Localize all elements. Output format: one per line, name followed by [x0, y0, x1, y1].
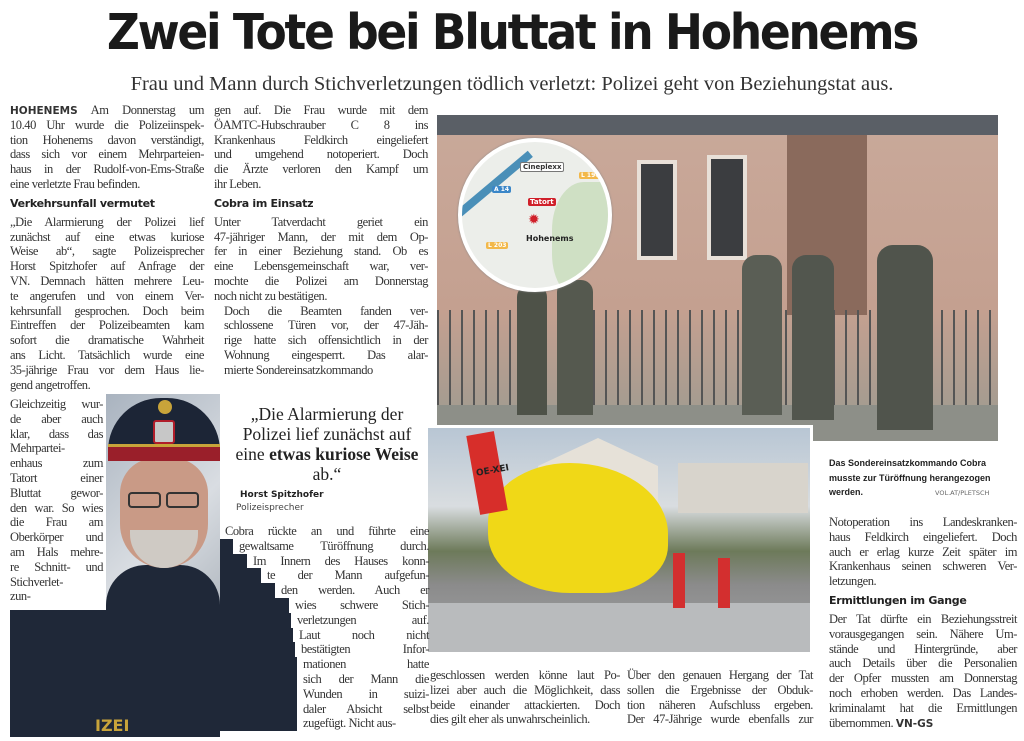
- text-line: eine verletzte Frau befinden.: [10, 176, 140, 191]
- column-5: [829, 515, 1017, 730]
- subheading: Cobra im Einsatz: [214, 196, 314, 210]
- subheading: Verkehrsunfall vermutet: [10, 196, 155, 210]
- text-line: Unter Tatverdacht geriet ein: [214, 214, 428, 229]
- uniform-text: IZEI: [95, 716, 130, 735]
- text-line: sich der Mann die: [303, 671, 429, 686]
- text-line: VN. Demnach hätten mehrere Leu-: [10, 273, 204, 288]
- paragraph: [10, 397, 103, 604]
- text-line: sofort die dramatische Wahrheit: [10, 333, 204, 348]
- text-line: ans Licht. Tatsächlich wurde eine: [10, 347, 204, 362]
- text-line: mierte Sondereinsatzkommando: [224, 362, 373, 377]
- text-line: rige hatte sich offensichtlich in der: [224, 333, 428, 348]
- text-line: Horst Spitzhofer auf Anfrage der: [10, 259, 204, 274]
- paramedic: [718, 558, 730, 608]
- text-line: Bluttat gewor-: [10, 485, 103, 500]
- text-line: haus Feldkirch eingeliefert. Doch: [829, 529, 1017, 544]
- text-line: 35-jährige Frau vor dem Haus lie-: [10, 362, 204, 377]
- text-line: Laut noch nicht: [299, 627, 429, 642]
- uniform: [106, 565, 220, 615]
- text-line: auch er erlag kurze Zeit später im: [829, 544, 1017, 559]
- text-line: haus in der Rudolf-von-Ems-Straße: [10, 162, 204, 177]
- text-line: Über den genauen Hergang der Tat: [627, 668, 813, 682]
- text-line: Weise ab“, sagte Polizeisprecher: [10, 244, 204, 259]
- text-line: zunächst auf eine etwas kuriose: [10, 229, 204, 244]
- officer: [742, 255, 782, 415]
- officer: [877, 245, 933, 430]
- text-line: HOHENEMS Am Donnerstag um: [10, 103, 204, 117]
- paragraph: [627, 668, 813, 727]
- cap-button: [158, 400, 172, 414]
- paragraph: [214, 103, 428, 192]
- photo-caption: Das Sondereinsatzkommando Cobra musste zur Türöffnung herangezogen werden.: [829, 458, 991, 497]
- text-line: 10.40 Uhr wurde die Polizeiinspek-: [10, 117, 204, 132]
- text-line: kehrsunfall gesprochen. Doch beim: [10, 303, 204, 318]
- text-line: re Schnitt- und: [10, 559, 103, 574]
- text-line: gewaltsame Türöffnung durch.: [239, 538, 429, 553]
- text-line: bestätigten Infor-: [301, 642, 429, 657]
- map-label-tatort: Tatort: [530, 198, 554, 206]
- text-line: zugefügt. Nicht aus-: [303, 716, 396, 731]
- text-line: tion näheren Aufschluss ergeben.: [627, 697, 813, 712]
- text-line: Gleichzeitig wur-: [10, 397, 103, 411]
- author-signature: VN-GS: [895, 717, 934, 730]
- text-line: zun-: [10, 589, 31, 604]
- text-line: de aber auch: [10, 411, 103, 426]
- text-line: die Ärzte verloren den Kampf um: [214, 162, 428, 177]
- text-line: auch Details über die Personalien: [829, 656, 1017, 671]
- text-line: Im Innern des Hauses konn-: [253, 553, 429, 568]
- helicopter-registration: OE-XEI: [475, 463, 510, 479]
- text-line: mationen hatte: [303, 657, 429, 672]
- text-line: Der Tat dürfte ein Beziehungsstreit: [829, 611, 1017, 626]
- text-line: geschlossen werden könne laut Po-: [430, 668, 620, 682]
- text-line: am Hals mehre-: [10, 544, 103, 559]
- text-line: beide einander attackierten. Doch: [430, 697, 620, 712]
- text-line: Tatort einer: [10, 470, 103, 485]
- text-line: gend angetroffen.: [10, 377, 91, 392]
- house: [678, 463, 808, 513]
- text-line: dies gilt eher als unwahrscheinlich.: [430, 712, 590, 727]
- headline: Zwei Tote bei Bluttat in Hohenems: [106, 4, 918, 61]
- officer: [517, 285, 547, 415]
- column-1-wrap: [10, 397, 103, 604]
- text-line: Mehrpartei-: [10, 441, 65, 456]
- map-label-town: Hohenems: [526, 234, 574, 243]
- text-line: letzungen.: [829, 574, 877, 589]
- text-line: te der Mann aufgefun-: [267, 568, 429, 583]
- text-line: dass sich vor einem Mehrparteien-: [10, 147, 204, 162]
- text-line: noch nicht zu bestätigen.: [214, 288, 328, 303]
- paragraph: [214, 304, 428, 378]
- column-1: [10, 103, 204, 392]
- road: [428, 603, 813, 655]
- text-line: stände und Hintergründe, aber: [829, 641, 1017, 656]
- text-line: der Opfer mussten am Donnerstag: [829, 671, 1017, 686]
- dateline: HOHENEMS: [10, 105, 78, 117]
- text-line: ihr Leben.: [214, 176, 261, 191]
- road-label-l203: L 203: [488, 242, 507, 249]
- column-2: [214, 103, 428, 378]
- subtitle: Frau und Mann durch Stichverletzungen tödlich verletzt: Polizei geht von Beziehungstat aus.: [130, 73, 894, 95]
- text-line: „Die Alarmierung der Polizei lief: [10, 214, 204, 229]
- paragraph: [10, 103, 204, 192]
- text-line: kriminalamt hat die Ermittlungen: [829, 700, 1017, 715]
- text-line: lizei aber auch die Möglichkeit, dass: [430, 682, 620, 697]
- text-line: ÖAMTC-Hubschrauber C 8 ins: [214, 117, 428, 132]
- text-line: verletzungen auf.: [297, 612, 429, 627]
- text-line: übernommen. VN-GS: [829, 715, 934, 730]
- photo-credit: VOL.AT/PLETSCH: [935, 489, 990, 497]
- map-label-cineplexx: Cineplexx: [520, 162, 564, 172]
- paragraph: [829, 515, 1017, 589]
- quote-end: ab.“: [312, 464, 342, 484]
- roof: [437, 115, 998, 135]
- text-line: und umgehend notoperiert. Doch: [214, 147, 428, 162]
- text-line: fer in einer Beziehung stand. Ob es: [214, 244, 428, 259]
- text-line: Krankenhaus Feldkirch eingeliefert: [214, 132, 428, 147]
- road-label-l190: L 190: [581, 172, 600, 179]
- text-line: klar, dass das: [10, 426, 103, 441]
- text-line: gen auf. Die Frau wurde mit dem: [214, 103, 428, 117]
- column-2-wrap: [225, 524, 429, 731]
- text-line: die Frau am: [10, 515, 103, 530]
- paragraph: [10, 215, 204, 393]
- glasses-right: [166, 492, 199, 508]
- officer: [792, 255, 834, 420]
- text-line: den war. So wies: [10, 500, 103, 515]
- text-line: vorausgegangen sein. Nähere Um-: [829, 626, 1017, 641]
- road-label-a14: A 14: [494, 186, 510, 193]
- text-line: Notoperation ins Landeskranken-: [829, 515, 1017, 529]
- text-line: Wohnung eingesperrt. Das alar-: [224, 347, 428, 362]
- text-line: noch erhoben werden. Das Landes-: [829, 685, 1017, 700]
- text-line: Krankenhaus seinen schweren Ver-: [829, 559, 1017, 574]
- location-map: [458, 138, 612, 292]
- pull-quote: [232, 404, 422, 484]
- crime-scene-marker-icon: ✹: [528, 212, 540, 228]
- paragraph: [430, 668, 620, 727]
- text-line: Eintreffen der Polizeibeamten kam: [10, 318, 204, 333]
- paragraph: [829, 612, 1017, 730]
- text-line: te angerufen und von einem Ver-: [10, 288, 204, 303]
- text-line: Doch die Beamten fanden ver-: [224, 303, 428, 318]
- quote-author: Horst Spitzhofer: [240, 490, 324, 500]
- text-line: mochte die Polizei am Donnerstag: [214, 273, 428, 288]
- quote-bold: etwas kuriose Weise: [269, 444, 419, 464]
- text-line: eine Lebensgemeinschaft war, ver-: [214, 259, 428, 274]
- helicopter-photo: [425, 425, 813, 655]
- paragraph: [225, 524, 429, 731]
- subheading: Ermittlungen im Gange: [829, 593, 967, 607]
- text-line: wies schwere Stich-: [295, 597, 429, 612]
- column-3: [430, 668, 620, 727]
- window: [637, 160, 677, 260]
- text-line: den werden. Auch er: [281, 583, 429, 598]
- quote-text: „Die Alarmierung der Polizei lief zunächst auf eine: [235, 404, 412, 464]
- window: [707, 155, 747, 260]
- text-line: Stichverlet-: [10, 574, 63, 589]
- text-line: tion Hohenems davon verständigt,: [10, 132, 204, 147]
- text-line: sollen die Ergebnisse der Obduk-: [627, 682, 813, 697]
- text-line: Cobra rückte an und führte eine: [225, 524, 429, 538]
- text-line: schlossene Türen vor, der 47-Jäh-: [224, 318, 428, 333]
- text-line: Oberkörper und: [10, 530, 103, 545]
- paramedic: [673, 553, 685, 608]
- officer: [557, 280, 593, 415]
- text-line: 47-jähriger Mann, der mit dem Op-: [214, 229, 428, 244]
- text-line: daler Absicht selbst: [303, 701, 429, 716]
- quote-role: Polizeisprecher: [236, 503, 304, 513]
- text-line: Wunden in suizi-: [303, 686, 429, 701]
- column-4: [627, 668, 813, 727]
- police-badge-icon: [153, 420, 175, 444]
- text-line: Der 47-Jährige wurde ebenfalls zur: [627, 712, 813, 727]
- glasses: [128, 492, 161, 508]
- cap-band: [108, 444, 220, 461]
- text-line: enhaus zum: [10, 456, 103, 471]
- paragraph: [214, 215, 428, 304]
